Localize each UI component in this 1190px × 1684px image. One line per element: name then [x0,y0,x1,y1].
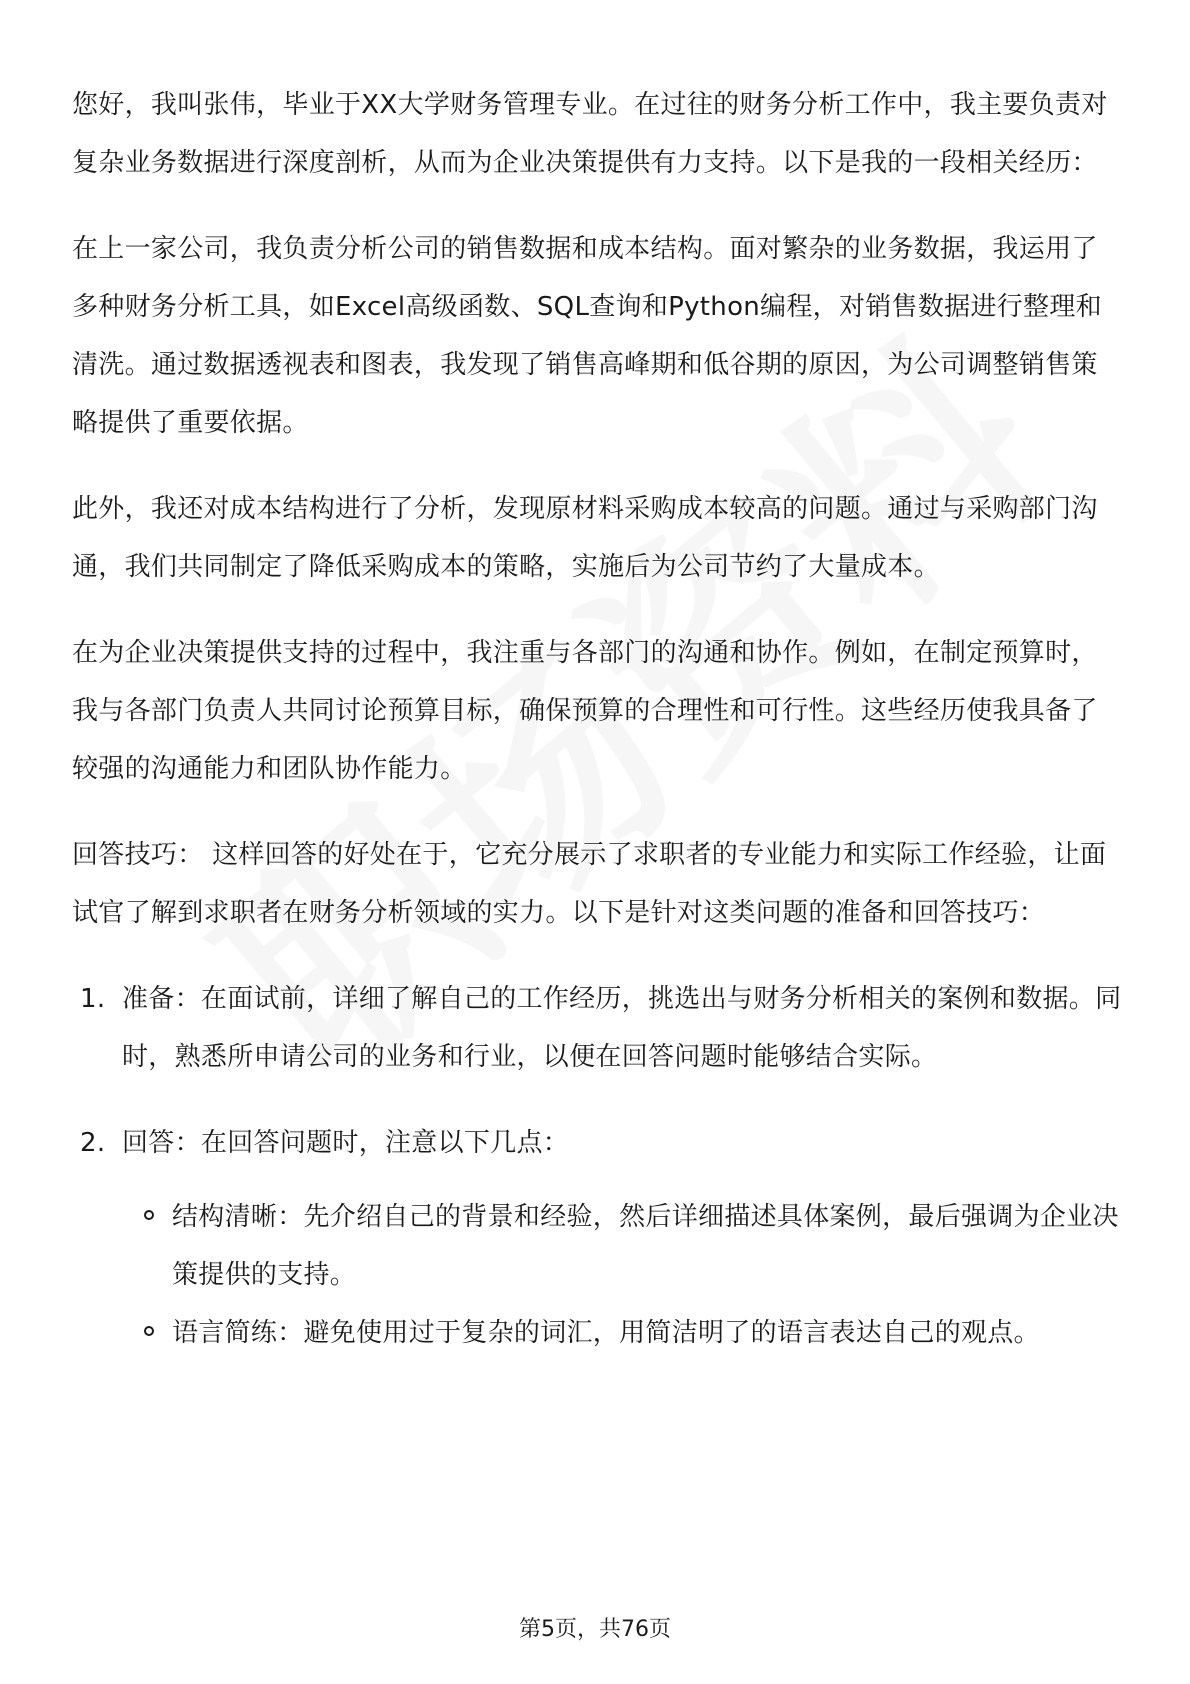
paragraph-cost-analysis: 此外，我还对成本结构进行了分析，发现原材料采购成本较高的问题。通过与采购部门沟通，我们共同制定了降低采购成本的策略，实施后为公司节约了大量成本。 [72,494,1098,582]
page-content [72,76,1122,1390]
page-footer: 第5页，共76页 [519,1617,671,1642]
list-number: 2. [80,1128,106,1158]
list-item-text: 回答：在回答问题时，注意以下几点： [122,1128,570,1158]
sub-list-item-text: 语言简练：避免使用过于复杂的词汇，用简洁明了的语言表达自己的观点。 [172,1318,1040,1348]
list-item-text: 准备：在面试前，详细了解自己的工作经历，挑选出与财务分析相关的案例和数据。同时，熟悉所申请公司的业务和行业，以便在回答问题时能够结合实际。 [122,984,1122,1072]
tips-list [72,970,1122,1362]
paragraph-answer-tips: 回答技巧： 这样回答的好处在于，它充分展示了求职者的专业能力和实际工作经验，让面试官了解到求职者在财务分析领域的实力。以下是针对这类问题的准备和回答技巧： [72,840,1107,928]
circle-bullet-icon [144,1326,154,1336]
tips-list-item [80,1114,1122,1362]
list-number: 1. [80,984,106,1014]
sub-list [122,1188,1122,1362]
paragraph-sales-analysis: 在上一家公司，我负责分析公司的销售数据和成本结构。面对繁杂的业务数据，我运用了多种财务分析工具，如Excel高级函数、SQL查询和Python编程，对销售数据进行整理和清洗。通过数据透视表和图表，我发现了销售高峰期和低谷期的原因，为公司调整销售策略提供了重要依据。 [72,234,1102,438]
circle-bullet-icon [144,1210,154,1220]
paragraph-intro: 您好，我叫张伟，毕业于XX大学财务管理专业。在过往的财务分析工作中，我主要负责对复杂业务数据进行深度剖析，从而为企业决策提供有力支持。以下是我的一段相关经历： [72,90,1108,178]
paragraph-communication: 在为企业决策提供支持的过程中，我注重与各部门的沟通和协作。例如，在制定预算时，我与各部门负责人共同讨论预算目标，确保预算的合理性和可行性。这些经历使我具备了较强的沟通能力和团队协作能力。 [72,638,1098,784]
tips-list-item [80,970,1122,1086]
sub-list-item [172,1304,1122,1362]
sub-list-item-text: 结构清晰：先介绍自己的背景和经验，然后详细描述具体案例，最后强调为企业决策提供的支持。 [172,1202,1119,1290]
sub-list-item [172,1188,1122,1304]
